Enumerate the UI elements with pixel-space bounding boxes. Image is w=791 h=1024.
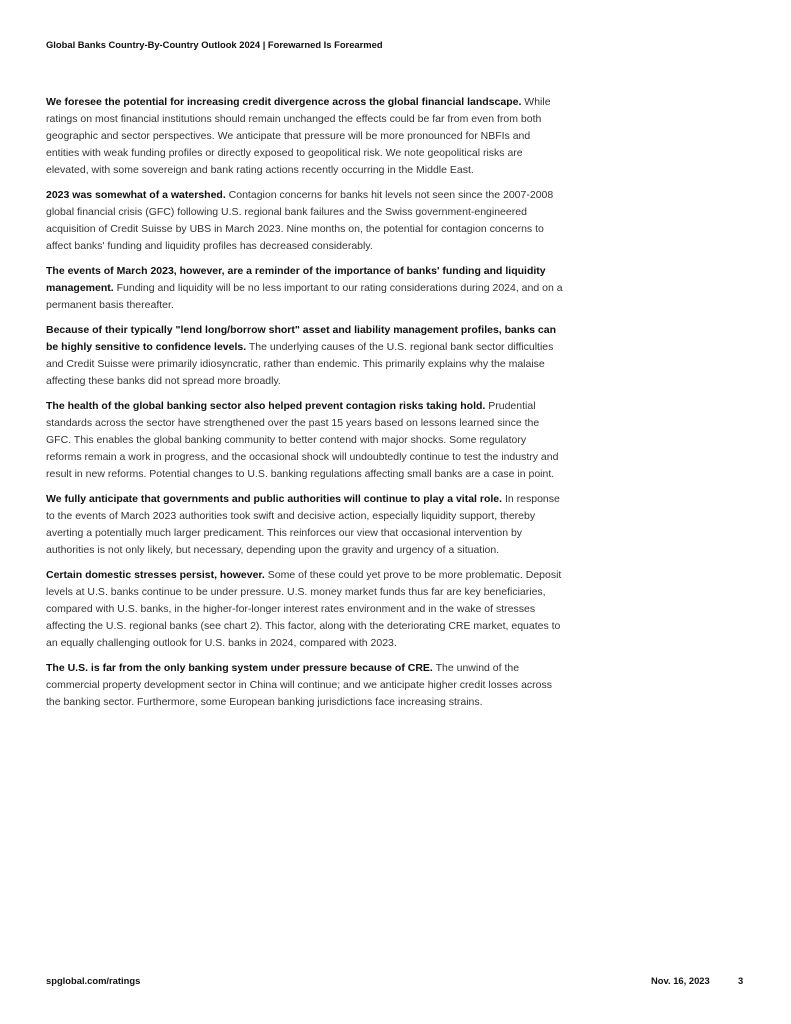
footer-site-link[interactable]: spglobal.com/ratings [46, 975, 141, 986]
paragraph-lead: Certain domestic stresses persist, however. [46, 569, 265, 581]
paragraph-text: The underlying causes of the U.S. regional bank sector difficulties and Credit Suisse were primarily idiosyncratic, rather than endemic. This primarily explains why the malaise affecting these banks did not spread more broadly. [46, 341, 554, 387]
footer-date: Nov. 16, 2023 [651, 975, 710, 986]
paragraph-lead: The health of the global banking sector also helped prevent contagion risks taking hold. [46, 400, 486, 412]
running-header: Global Banks Country-By-Country Outlook 2024 | Forewarned Is Forearmed [46, 39, 383, 50]
paragraph-credit-divergence [46, 94, 564, 179]
paragraph-text: Prudential standards across the sector have strengthened over the past 15 years based on lessons learned since the GFC. This enables the global banking community to better contend with major shocks. Some regulatory reforms remain a work in progress, and the occasional shock will undoubtedly continue to test the industry and result in new reforms. Potential changes to U.S. banking regulations affecting small banks are a case in point. [46, 400, 559, 480]
paragraph-lead: The events of March 2023, however, are a reminder of the importance of banks' funding and liquidity management. [46, 265, 546, 294]
paragraph-text: Contagion concerns for banks hit levels not seen since the 2007-2008 global financial crisis (GFC) following U.S. regional bank failures and the Swiss government-engineered acquisition of Credit Suisse by UBS in March 2023. Nine months on, the potential for contagion concerns to affect banks' funding and liquidity profiles has decreased considerably. [46, 189, 554, 252]
paragraph-lead: We foresee the potential for increasing credit divergence across the global financial landscape. [46, 96, 522, 108]
paragraph-lead: We fully anticipate that governments and public authorities will continue to play a vital role. [46, 493, 503, 505]
paragraph-domestic-stresses [46, 567, 564, 652]
paragraph-authorities-role [46, 491, 564, 559]
page-number: 3 [738, 975, 744, 986]
paragraph-watershed [46, 187, 564, 255]
paragraph-lead: Because of their typically "lend long/borrow short" asset and liability management profiles, banks can be highly sensitive to confidence levels. [46, 324, 556, 353]
paragraph-funding-liquidity [46, 263, 564, 314]
paragraph-cre-pressure [46, 660, 564, 711]
paragraph-sector-health [46, 398, 564, 483]
article-body [46, 94, 564, 719]
paragraph-text: Funding and liquidity will be no less important to our rating considerations during 2024, and on a permanent basis thereafter. [46, 282, 563, 311]
paragraph-lead: The U.S. is far from the only banking system under pressure because of CRE. [46, 662, 433, 674]
paragraph-text: Some of these could yet prove to be more problematic. Deposit levels at U.S. banks continue to be under pressure. U.S. money market funds thus far are key beneficiaries, compared with U.S. banks, in the higher-for-longer interest rates environment and in the wake of stresses affecting the U.S. regional banks (see chart 2). This factor, along with the deteriorating CRE market, equates to an equally challenging outlook for U.S. banks in 2024, compared with 2023. [46, 569, 562, 649]
paragraph-text: While ratings on most financial institutions should remain unchanged the effects could be far from even from both geographic and sector perspectives. We anticipate that pressure will be more pronounced for NBFIs and entities with weak funding profiles or directly exposed to geopolitical risk. We note geopolitical risks are elevated, with some sovereign and bank rating actions recently occurring in the Middle East. [46, 96, 551, 176]
paragraph-confidence-levels [46, 322, 564, 390]
paragraph-lead: 2023 was somewhat of a watershed. [46, 189, 226, 201]
paragraph-text: In response to the events of March 2023 authorities took swift and decisive action, especially liquidity support, thereby averting a potentially much larger predicament. This reinforces our view that occasional intervention by authorities is not only likely, but necessary, depending upon the gravity and urgency of a situation. [46, 493, 560, 556]
paragraph-text: The unwind of the commercial property development sector in China will continue; and we anticipate higher credit losses across the banking sector. Furthermore, some European banking jurisdictions face increasing strains. [46, 662, 552, 708]
